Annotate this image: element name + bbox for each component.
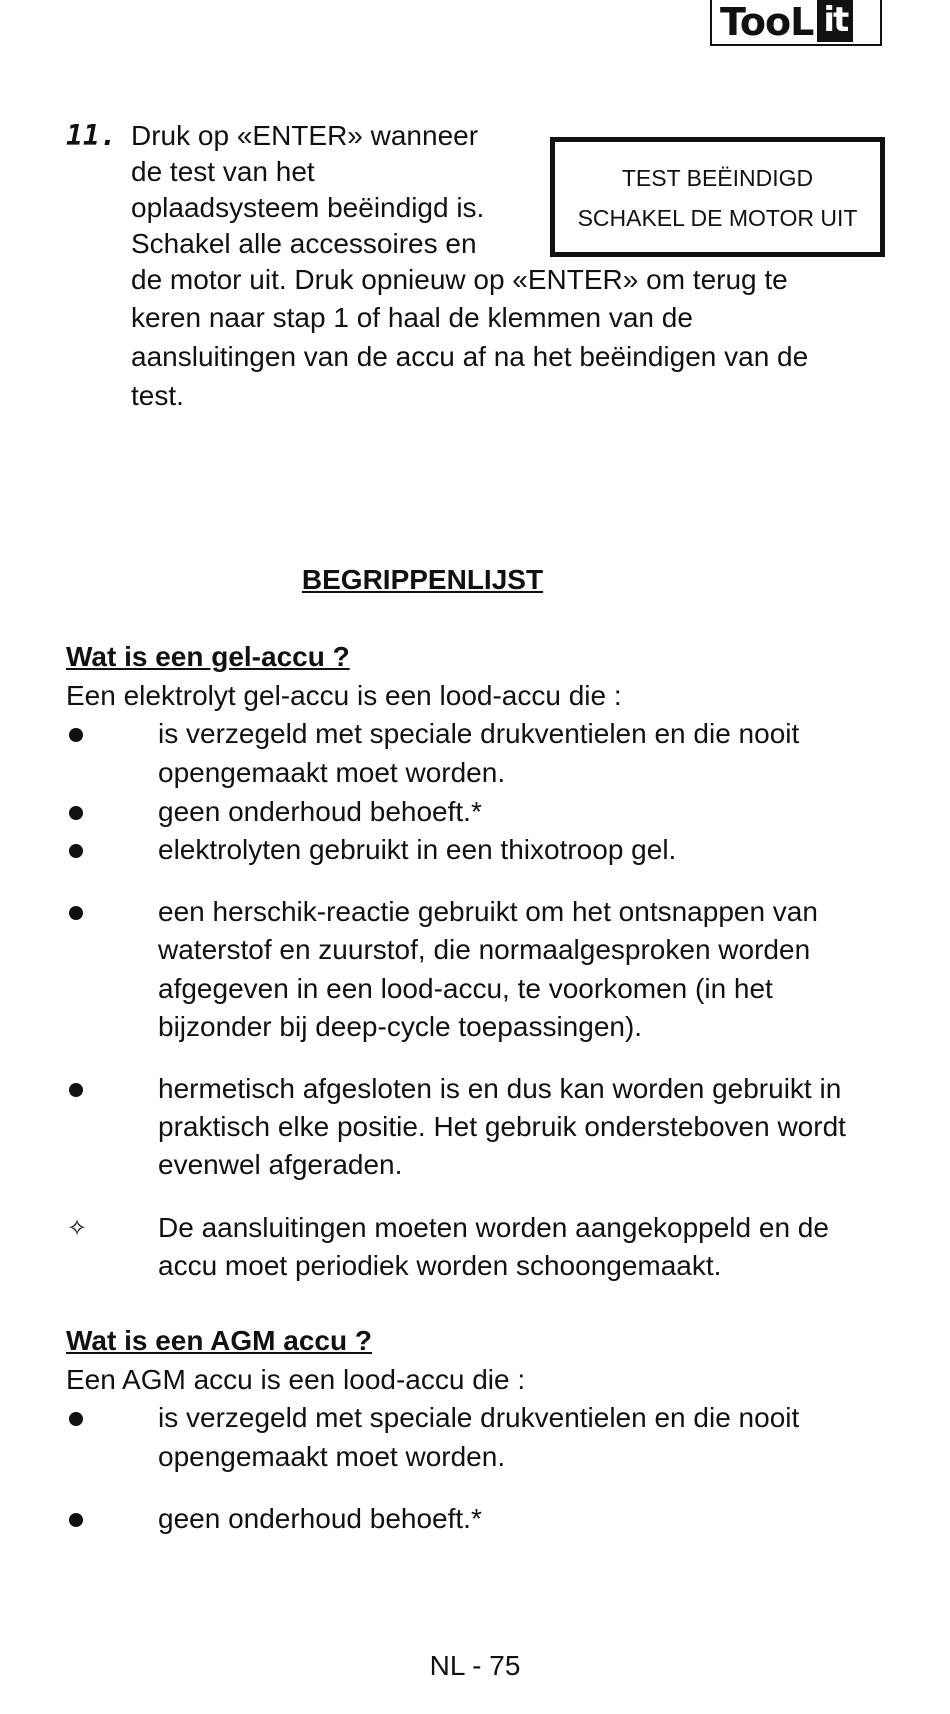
gel-bullet-4-line: waterstof en zuurstof, die normaalgesproken worden [158,934,811,965]
bullet-icon [69,906,83,920]
star-outline-icon: ✧ [67,1214,88,1242]
bullet-icon [69,844,83,858]
logo-text: TooL [720,0,814,44]
step-line: test. [131,380,184,411]
gel-bullet-5-line: praktisch elke positie. Het gebruik ondersteboven wordt [158,1111,846,1142]
logo-box: it [817,0,853,42]
display-line-1: TEST BEËINDIGD [621,165,814,191]
gel-bullet-3-line: elektrolyten gebruikt in een thixotroop gel. [158,834,677,865]
step-line: oplaadsysteem beëindigd is. [131,192,485,223]
gel-bullet-5-line: hermetisch afgesloten is en dus kan worden gebruikt in [158,1073,842,1104]
bullet-icon [69,1083,83,1097]
gel-bullet-1-line: opengemaakt moet worden. [158,757,506,788]
step-line: keren naar stap 1 of haal de klemmen van de [131,302,693,333]
gel-intro: Een elektrolyt gel-accu is een lood-accu die : [66,680,622,711]
step-line: Schakel alle accessoires en [131,228,477,259]
gel-bullet-1-line: is verzegeld met speciale drukventielen en die nooit [158,718,800,749]
agm-intro: Een AGM accu is een lood-accu die : [66,1364,526,1395]
gel-bullet-4-line: afgegeven in een lood-accu, te voorkomen (in het [158,973,773,1004]
gel-bullet-5-line: evenwel afgeraden. [158,1149,403,1180]
step-line: de test van het [131,156,315,187]
bullet-icon [69,728,83,742]
gel-heading: Wat is een gel-accu ? [66,641,350,672]
bullet-icon [69,1513,83,1527]
glossary-title: BEGRIPPENLIJST [301,564,544,595]
lcd-display-box [550,137,885,257]
gel-bullet-4-line: een herschik-reactie gebruikt om het ontsnappen van [158,896,818,927]
step-number: 11. [66,119,117,152]
agm-bullet-2-line: geen onderhoud behoeft.* [158,1503,482,1534]
step-line: Druk op «ENTER» wanneer [131,120,479,151]
agm-heading: Wat is een AGM accu ? [66,1325,372,1356]
agm-bullet-1-line: is verzegeld met speciale drukventielen en die nooit [158,1402,800,1433]
toolit-logo [710,0,882,46]
agm-bullet-1-line: opengemaakt moet worden. [158,1441,506,1472]
step-line: aansluitingen van de accu af na het beëindigen van de [131,341,809,372]
gel-bullet-4-line: bijzonder bij deep-cycle toepassingen). [158,1011,643,1042]
step-line: de motor uit. Druk opnieuw op «ENTER» om terug te [131,264,788,295]
gel-note-line: accu moet periodiek worden schoongemaakt. [158,1250,722,1281]
page-number: NL - 75 [429,1650,521,1681]
display-line-2: SCHAKEL DE MOTOR UIT [577,205,858,231]
bullet-icon [69,806,83,820]
gel-bullet-2-line: geen onderhoud behoeft.* [158,796,482,827]
gel-note-line: De aansluitingen moeten worden aangekoppeld en de [158,1212,829,1243]
bullet-icon [69,1412,83,1426]
